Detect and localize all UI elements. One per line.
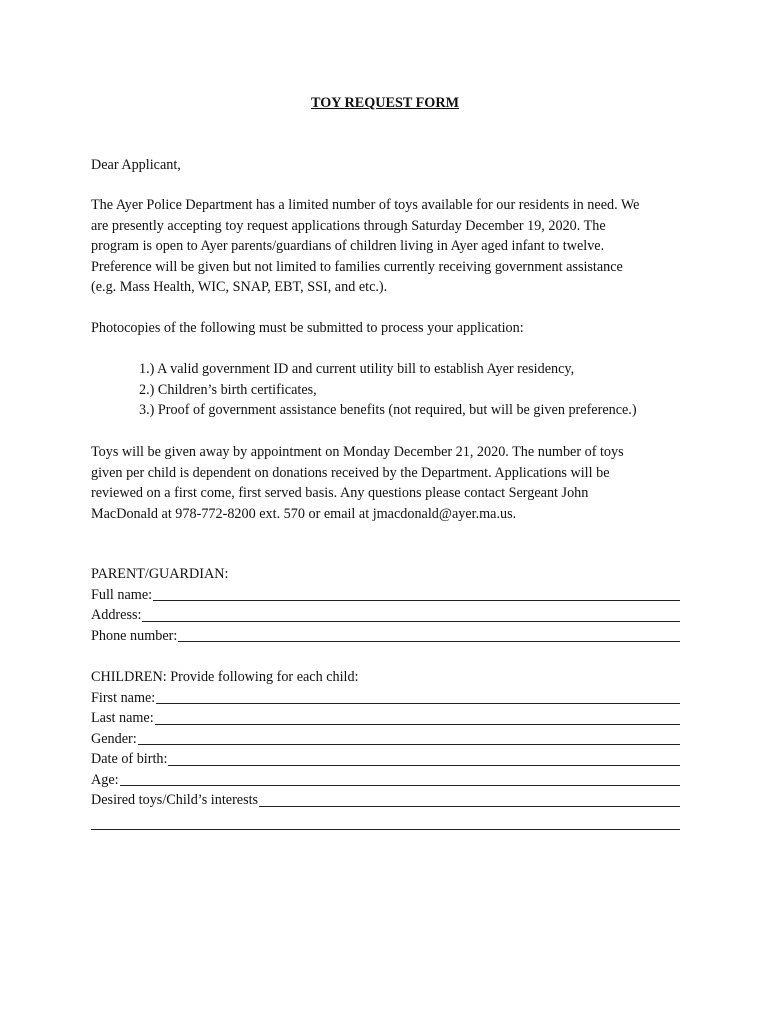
children-section bbox=[91, 667, 691, 830]
intro-line: (e.g. Mass Health, WIC, SNAP, EBT, SSI, and etc.). bbox=[91, 279, 388, 295]
gender-field[interactable] bbox=[91, 729, 680, 750]
children-heading: CHILDREN: Provide following for each child: bbox=[91, 669, 359, 685]
parent-guardian-heading: PARENT/GUARDIAN: bbox=[91, 566, 229, 582]
address-blank[interactable] bbox=[142, 621, 680, 622]
salutation-text: Dear Applicant, bbox=[91, 157, 181, 173]
date-of-birth-field[interactable] bbox=[91, 749, 680, 770]
parent-guardian-section bbox=[91, 564, 691, 646]
closing-line: MacDonald at 978-772-8200 ext. 570 or email at jmacdonald@ayer.ma.us. bbox=[91, 505, 517, 522]
requirement-item: 3.) Proof of government assistance benefits (not required, but will be given preference.) bbox=[139, 402, 637, 418]
requirement-item: 1.) A valid government ID and current utility bill to establish Ayer residency, bbox=[139, 361, 575, 377]
photocopies-heading bbox=[91, 318, 691, 339]
desired-toys-blank[interactable] bbox=[259, 806, 680, 807]
requirement-item: 2.) Children’s birth certificates, bbox=[139, 381, 317, 398]
full-name-blank[interactable] bbox=[153, 600, 680, 601]
age-field[interactable] bbox=[91, 770, 680, 791]
date-of-birth-label: Date of birth: bbox=[91, 751, 168, 767]
last-name-field[interactable] bbox=[91, 708, 680, 729]
gender-blank[interactable] bbox=[138, 744, 680, 745]
photocopies-heading-text: Photocopies of the following must be submitted to process your application: bbox=[91, 320, 524, 336]
full-name-label: Full name: bbox=[91, 586, 153, 603]
intro-paragraph bbox=[91, 195, 691, 298]
requirements-list bbox=[91, 359, 691, 421]
full-name-field[interactable] bbox=[91, 585, 680, 606]
salutation bbox=[91, 155, 691, 176]
form-title: TOY REQUEST FORM bbox=[311, 95, 459, 111]
first-name-field[interactable] bbox=[91, 688, 680, 709]
intro-line: are presently accepting toy request applications through Saturday December 19, 2020. The bbox=[91, 217, 606, 234]
intro-line: Preference will be given but not limited to families currently receiving government assistance bbox=[91, 258, 623, 275]
first-name-label: First name: bbox=[91, 689, 156, 706]
desired-toys-label: Desired toys/Child’s interests bbox=[91, 792, 259, 808]
first-name-blank[interactable] bbox=[156, 703, 680, 704]
intro-line: The Ayer Police Department has a limited number of toys available for our residents in need. We bbox=[91, 197, 640, 213]
closing-line: given per child is dependent on donations received by the Department. Applications will be bbox=[91, 464, 610, 481]
intro-line: program is open to Ayer parents/guardians of children living in Ayer aged infant to twelve. bbox=[91, 238, 605, 254]
phone-number-label: Phone number: bbox=[91, 627, 178, 644]
phone-number-field[interactable] bbox=[91, 626, 680, 647]
closing-paragraph bbox=[91, 442, 691, 524]
age-blank[interactable] bbox=[120, 785, 680, 786]
closing-line: reviewed on a first come, first served basis. Any questions please contact Sergeant John bbox=[91, 485, 589, 501]
last-name-label: Last name: bbox=[91, 710, 154, 726]
phone-number-blank[interactable] bbox=[178, 641, 680, 642]
address-field[interactable] bbox=[91, 605, 680, 626]
closing-line: Toys will be given away by appointment on Monday December 21, 2020. The number of toys bbox=[91, 444, 624, 460]
desired-toys-field[interactable] bbox=[91, 790, 680, 811]
last-name-blank[interactable] bbox=[155, 724, 680, 725]
date-of-birth-blank[interactable] bbox=[168, 765, 680, 766]
age-label: Age: bbox=[91, 771, 119, 788]
gender-label: Gender: bbox=[91, 730, 137, 747]
desired-toys-continuation-blank[interactable] bbox=[91, 811, 680, 830]
address-label: Address: bbox=[91, 607, 142, 623]
